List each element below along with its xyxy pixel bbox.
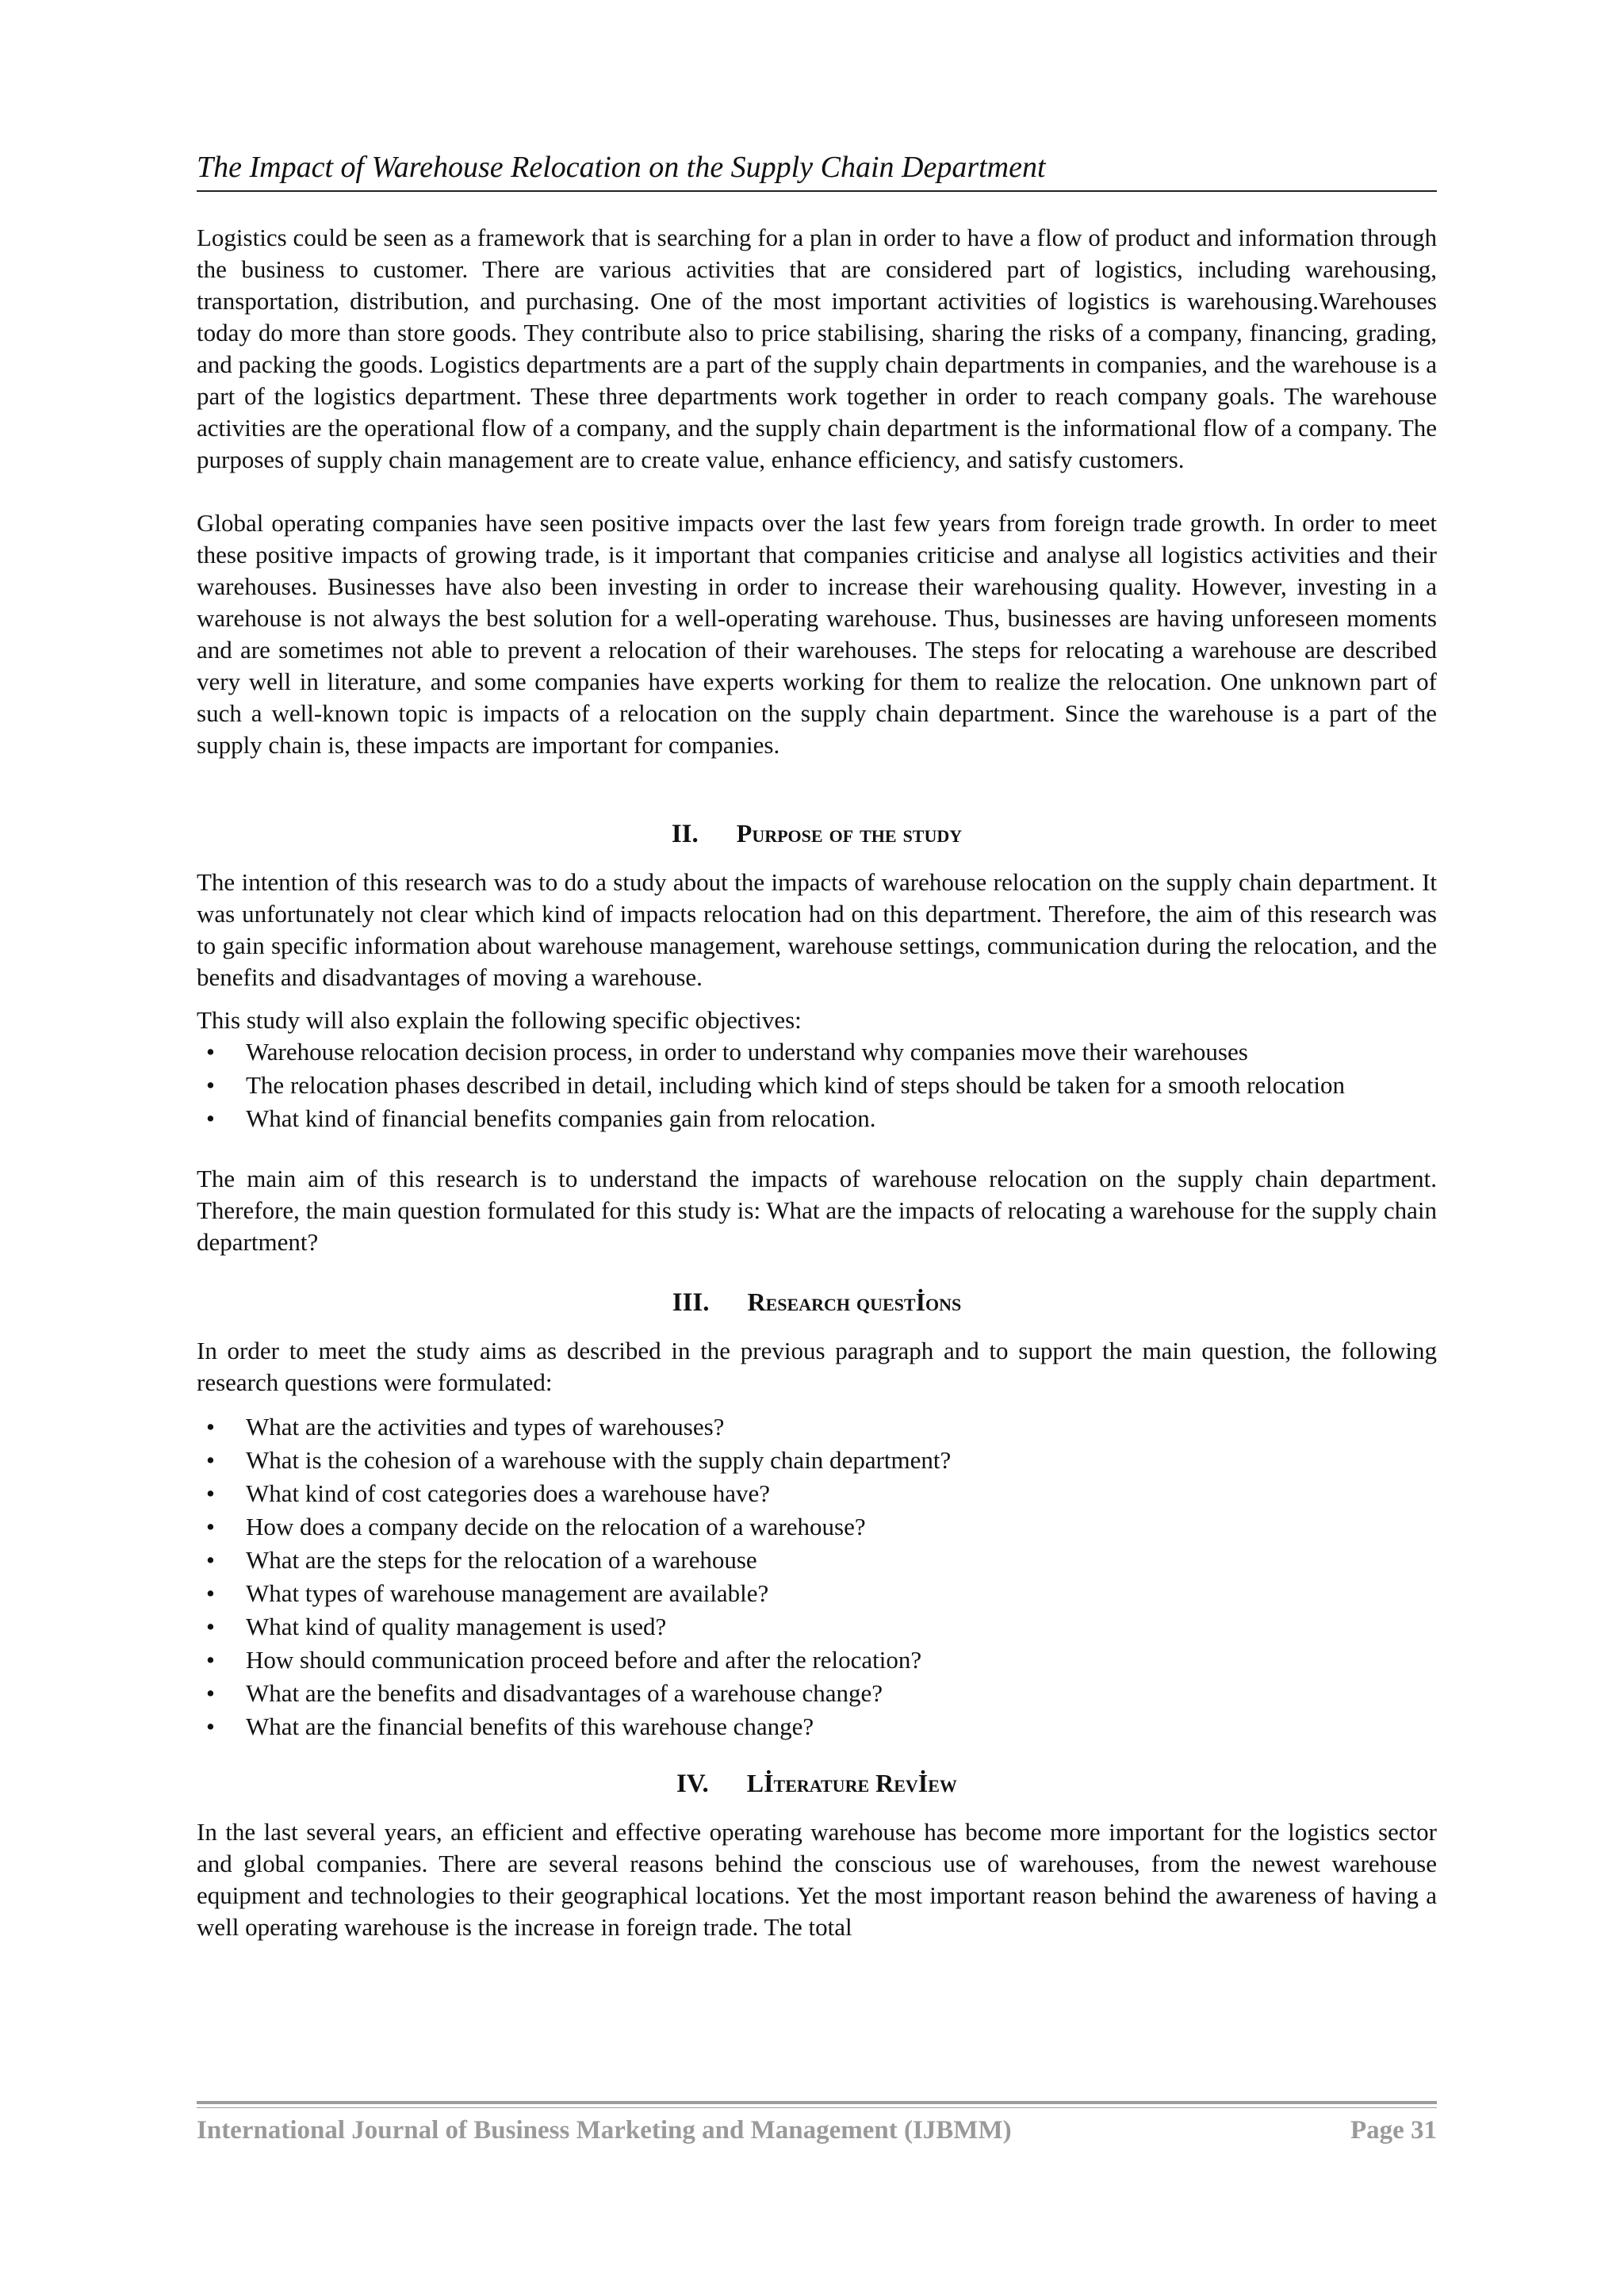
list-item: • What is the cohesion of a warehouse with the supply chain department?: [197, 1445, 1437, 1476]
list-item: • Warehouse relocation decision process, in order to understand why companies move their warehouses: [197, 1036, 1437, 1068]
section-number: II.: [671, 820, 699, 848]
page-footer: [197, 2101, 1437, 2148]
bullet-icon: •: [206, 1513, 215, 1540]
research-questions-list: [197, 1411, 1437, 1743]
list-item: • What are the steps for the relocation of a warehouse: [197, 1544, 1437, 1576]
bullet-icon: •: [206, 1712, 215, 1740]
bullet-icon: •: [206, 1479, 215, 1507]
research-questions-intro: In order to meet the study aims as described in the previous paragraph and to support the main question, the following research questions were formulated:: [197, 1337, 1437, 1396]
list-item: • How should communication proceed before and after the relocation?: [197, 1644, 1437, 1676]
page-content: [197, 147, 1437, 1943]
intro-paragraph-2: Global operating companies have seen positive impacts over the last few years from foreign trade growth. In order to meet these positive impacts of growing trade, is it important that companies criticise and analyse all logistics activities and their warehouses. Businesses have also been investing in order to increase their warehousing quality. However, investing in a warehouse is not always the best solution for a well-operating warehouse. Thus, businesses are having unforeseen moments and are sometimes not able to prevent a relocation of their warehouses. The steps for relocating a warehouse are described very well in literature, and some companies have experts working for them to realize the relocation. One unknown part of such a well-known topic is impacts of a relocation on the supply chain department. Since the warehouse is a part of the supply chain is, these impacts are important for companies.: [197, 509, 1437, 759]
list-item: • What are the benefits and disadvantages of a warehouse change?: [197, 1678, 1437, 1709]
list-item: • What are the activities and types of warehouses?: [197, 1411, 1437, 1443]
list-item: • What kind of financial benefits companies gain from relocation.: [197, 1103, 1437, 1135]
section-number: III.: [672, 1288, 710, 1317]
section-heading-research-questions: [197, 1285, 1437, 1319]
footer-rule-thin: [197, 2107, 1437, 2108]
objectives-list: [197, 1036, 1437, 1135]
purpose-paragraph-2: This study will also explain the following specific objectives:: [197, 1006, 802, 1034]
running-header: The Impact of Warehouse Relocation on the Supply Chain Department: [197, 147, 1437, 192]
purpose-paragraph-1: The intention of this research was to do a study about the impacts of warehouse relocation on the supply chain department. It was unfortunately not clear which kind of impacts relocation had on this department. Therefore, the aim of this research was to gain specific information about warehouse management, warehouse settings, communication during the relocation, and the benefits and disadvantages of moving a warehouse.: [197, 868, 1437, 991]
section-title: Purpose of the study: [736, 819, 963, 848]
list-item: • How does a company decide on the relocation of a warehouse?: [197, 1511, 1437, 1543]
section-heading-literature-review: [197, 1766, 1437, 1800]
list-item: • What kind of quality management is used?: [197, 1611, 1437, 1643]
bullet-icon: •: [206, 1546, 215, 1574]
footer-line: [197, 2113, 1437, 2148]
bullet-icon: •: [206, 1679, 215, 1707]
section-number: IV.: [676, 1770, 709, 1798]
bullet-icon: •: [206, 1646, 215, 1674]
intro-paragraph-1: Logistics could be seen as a framework that is searching for a plan in order to have a flow of product and information through the business to customer. There are various activities that are considered part of logistics, including warehousing, transportation, distribution, and purchasing. One of the most important activities of logistics is warehousing.Warehouses today do more than store goods. They contribute also to price stabilising, sharing the risks of a company, financing, grading, and packing the goods. Logistics departments are a part of the supply chain departments in companies, and the warehouse is a part of the logistics department. These three departments work together in order to reach company goals. The warehouse activities are the operational flow of a company, and the supply chain department is the informational flow of a company. The purposes of supply chain management are to create value, enhance efficiency, and satisfy customers.: [197, 224, 1437, 473]
bullet-icon: •: [206, 1104, 215, 1132]
journal-name: International Journal of Business Marketing and Management (IJBMM): [197, 2116, 1012, 2145]
page-number: Page 31: [1350, 2116, 1437, 2145]
purpose-paragraph-3: The main aim of this research is to understand the impacts of warehouse relocation on the supply chain department. Therefore, the main question formulated for this study is: What are the impacts of relocating a warehouse for the supply chain department?: [197, 1165, 1437, 1256]
bullet-icon: •: [206, 1413, 215, 1441]
footer-rule: [197, 2101, 1437, 2104]
section-title: Research questİons: [747, 1288, 962, 1316]
list-item: • What are the financial benefits of this warehouse change?: [197, 1711, 1437, 1743]
bullet-icon: •: [206, 1071, 215, 1099]
bullet-icon: •: [206, 1446, 215, 1474]
list-item: • What types of warehouse management are available?: [197, 1578, 1437, 1609]
list-item: • The relocation phases described in detail, including which kind of steps should be taken for a smooth relocation: [197, 1070, 1437, 1101]
section-title: Lİterature Revİew: [746, 1769, 957, 1797]
literature-review-paragraph-1: In the last several years, an efficient and effective operating warehouse has become more important for the logistics sector and global companies. There are several reasons behind the conscious use of warehouses, from the newest warehouse equipment and technologies to their geographical locations. Yet the most important reason behind the awareness of having a well operating warehouse is the increase in foreign trade. The total: [197, 1818, 1437, 1941]
bullet-icon: •: [206, 1038, 215, 1066]
section-heading-purpose: [197, 817, 1437, 851]
bullet-icon: •: [206, 1613, 215, 1640]
list-item: • What kind of cost categories does a warehouse have?: [197, 1478, 1437, 1510]
bullet-icon: •: [206, 1579, 215, 1607]
